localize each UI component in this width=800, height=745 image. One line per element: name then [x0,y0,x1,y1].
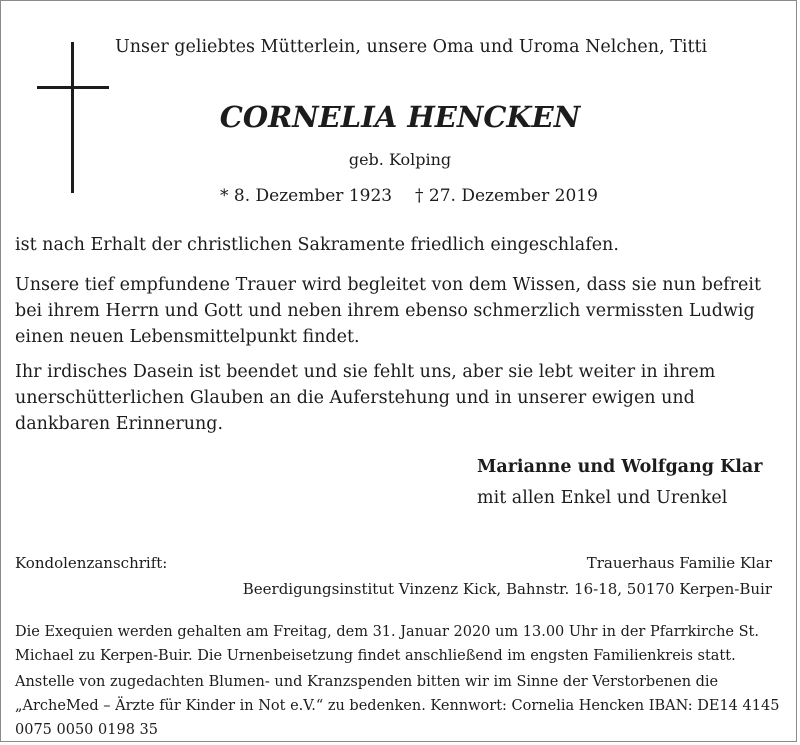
funeral-service-info: Die Exequien werden gehalten am Freitag, dem 31. Januar 2020 um 13.00 Uhr in der Pfarrkirche St. Michael zu Kerpen-Buir. Die Urnenbeisetzung findet anschließend im engsten Familienkreis statt. [15,624,759,664]
signature-names: Marianne und Wolfgang Klar [477,457,763,477]
paragraph-grief: Unsere tief empfundene Trauer wird begleitet von dem Wissen, dass sie nun befreit bei ihrem Herrn und Gott und neben ihrem ebenso schmerzlich vermissten Ludwig einen neuen Lebensmittelpunkt findet. [15,275,761,347]
maiden-name: geb. Kolping [348,150,452,169]
condolence-address: Beerdigungsinstitut Vinzenz Kick, Bahnstr. 16-18, 50170 Kerpen-Buir [242,580,772,598]
intro-line: Unser geliebtes Mütterlein, unsere Oma und Uroma Nelchen, Titti [115,37,708,57]
paragraph-faith: Ihr irdisches Dasein ist beendet und sie fehlt uns, aber sie lebt weiter in ihrem unerschütterlichen Glauben an die Auferstehung und in unserer ewigen und dankbaren Erinnerung. [15,362,716,434]
condolence-label: Kondolenzanschrift: [15,554,168,572]
signature-family: mit allen Enkel und Urenkel [477,488,728,508]
condolence-name: Trauerhaus Familie Klar [586,554,772,572]
birth-date: * 8. Dezember 1923 [220,186,393,206]
deceased-name: CORNELIA HENCKEN [219,100,581,134]
cross-horizontal-bar [37,86,109,89]
donation-request: Anstelle von zugedachten Blumen- und Kranzspenden bitten wir im Sinne der Verstorbenen die „ArcheMed – Ärzte für Kinder in Not e.V.“ zu bedenken. Kennwort: Cornelia Hencken IBAN: DE14 4145 0075 0050 0198 35 [15,674,780,738]
paragraph-sacraments: ist nach Erhalt der christlichen Sakramente friedlich eingeschlafen. [15,235,619,255]
death-date: † 27. Dezember 2019 [415,186,598,206]
